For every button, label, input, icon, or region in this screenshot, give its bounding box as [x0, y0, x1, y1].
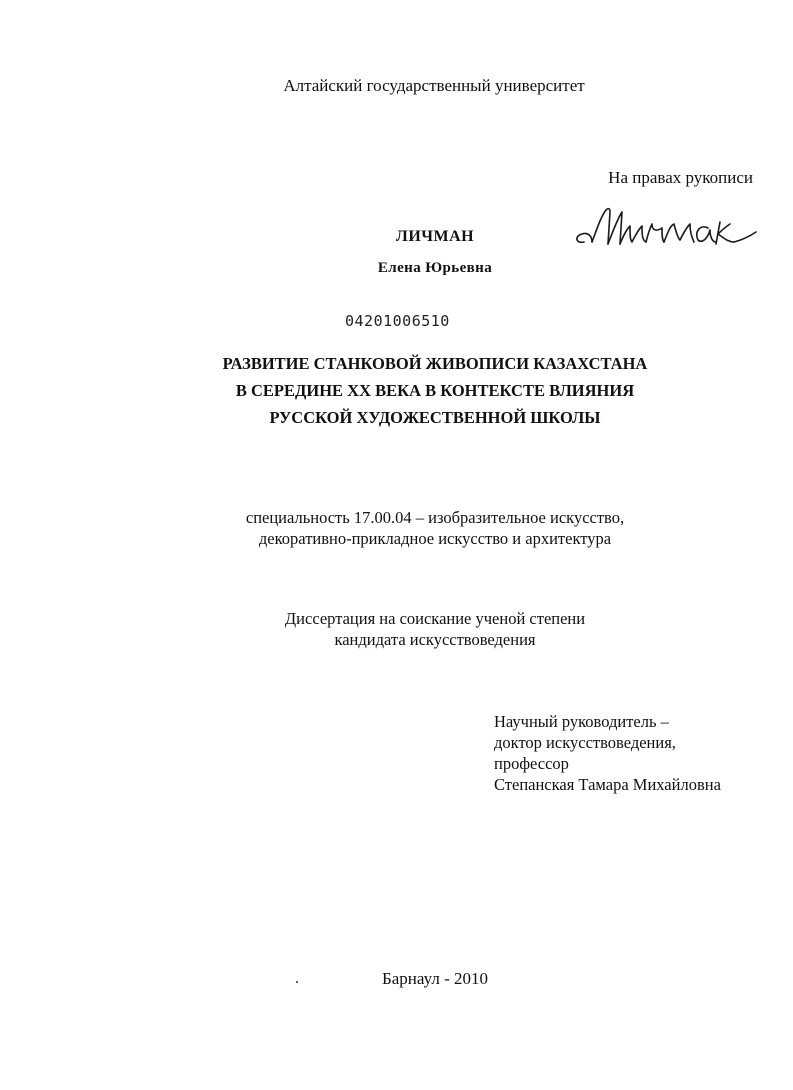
advisor-line: Научный руководитель –: [494, 712, 669, 731]
manuscript-note: На правах рукописи: [608, 168, 753, 187]
registry-number: 04201006510: [345, 312, 450, 330]
dissertation-title: [150, 350, 720, 431]
title-line: В СЕРЕДИНЕ XX ВЕКА В КОНТЕКСТЕ ВЛИЯНИЯ: [235, 381, 635, 400]
author-signature: [570, 198, 770, 258]
specialty-line: декоративно-прикладное искусство и архитектура: [258, 529, 612, 548]
title-line: РАЗВИТИЕ СТАНКОВОЙ ЖИВОПИСИ КАЗАХСТАНА: [222, 354, 648, 373]
university-name: Алтайский государственный университет: [283, 76, 585, 95]
title-line: РУССКОЙ ХУДОЖЕСТВЕННОЙ ШКОЛЫ: [269, 408, 601, 427]
advisor-line: Степанская Тамара Михайловна: [494, 775, 721, 794]
scan-speck: [296, 981, 298, 983]
author-surname: ЛИЧМАН: [395, 228, 475, 245]
advisor-block: [494, 711, 721, 795]
author-given-names: Елена Юрьевна: [377, 260, 493, 276]
specialty-block: [150, 507, 720, 549]
city-year: Барнаул - 2010: [382, 969, 488, 988]
specialty-line: специальность 17.00.04 – изобразительное искусство,: [245, 508, 625, 527]
advisor-line: доктор искусствоведения,: [494, 733, 676, 752]
degree-line: Диссертация на соискание ученой степени: [284, 609, 586, 628]
advisor-line: профессор: [494, 754, 569, 773]
degree-line: кандидата искусствоведения: [334, 630, 536, 649]
degree-block: [150, 608, 720, 650]
